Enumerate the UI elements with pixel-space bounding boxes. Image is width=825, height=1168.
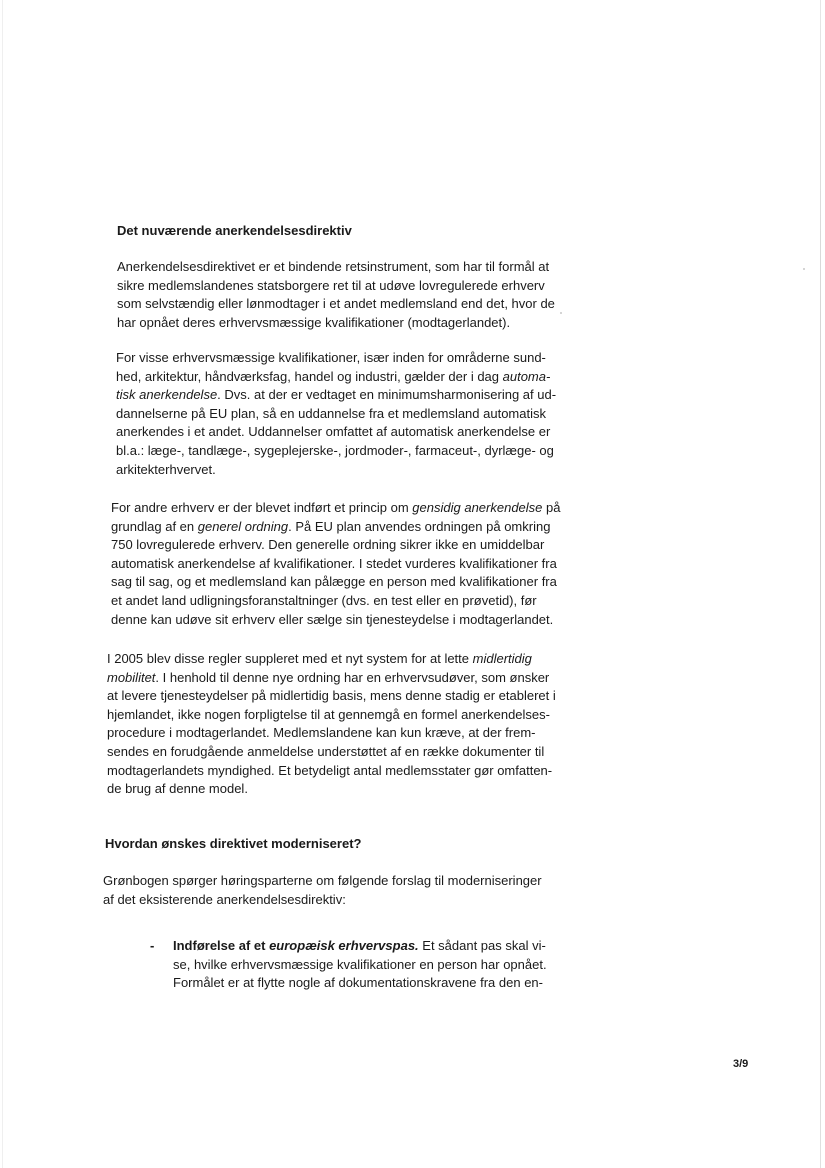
paragraph-1: [117, 258, 555, 332]
text-line: For visse erhvervsmæssige kvalifikationer, især inden for områderne sund-: [116, 350, 546, 365]
text-run: . Dvs. at der er vedtaget en minimumsharmonisering af ud-: [217, 387, 557, 403]
text-line: sendes en forudgående anmeldelse understøttet af en række dokumenter til: [107, 743, 545, 759]
page-number: 3/9: [733, 1058, 749, 1070]
text-line: 750 lovregulerede erhverv. Den generelle ordning sikrer ikke en umiddelbar: [111, 537, 545, 553]
section-heading-modernisation: Hvordan ønskes direktivet moderniseret?: [105, 836, 362, 851]
text-line: Anerkendelsesdirektivet er et bindende retsinstrument, som har til formål at: [117, 259, 550, 274]
text-line: de brug af denne model.: [107, 781, 248, 797]
bold-italic-text: europæisk erhvervspas.: [269, 938, 419, 953]
text-line: modtagerlandets myndighed. Et betydeligt antal medlemsstater gør omfatten-: [107, 762, 553, 778]
text-run: grundlag af en: [111, 518, 198, 534]
italic-term: gensidig anerkendelse: [412, 500, 543, 515]
text-run: Et sådant pas skal vi-: [418, 938, 546, 953]
scan-edge-left: [2, 0, 3, 1168]
text-line: Formålet er at flytte nogle af dokumentationskravene fra den en-: [173, 975, 543, 991]
bold-term: Indførelse af et: [173, 938, 270, 953]
text-line: [107, 650, 556, 669]
text-line: [116, 368, 556, 387]
italic-term: midlertidig: [472, 651, 532, 666]
paragraph-5: [103, 872, 542, 909]
text-line: arkitekterhvervet.: [116, 461, 216, 477]
text-line: [111, 499, 560, 518]
text-line: anerkendes i et andet. Uddannelser omfattet af automatisk anerkendelse er: [116, 424, 551, 440]
text-line: bl.a.: læge-, tandlæge-, sygeplejerske-, jordmoder-, farmaceut-, dyrlæge- og: [116, 442, 554, 458]
text-line: Grønbogen spørger høringsparterne om følgende forslag til moderniseringer: [103, 873, 542, 888]
text-line: sag til sag, og et medlemsland kan pålægge en person med kvalifikationer fra: [111, 574, 557, 590]
text-line: automatisk anerkendelse af kvalifikationer. I stedet vurderes kvalifikationer fra: [111, 555, 557, 571]
text-line: har opnået deres erhvervsmæssige kvalifikationer (modtagerlandet).: [117, 314, 511, 330]
italic-term: mobilitet: [107, 669, 156, 685]
italic-term: generel ordning: [197, 518, 289, 534]
scan-speck: [560, 312, 562, 314]
text-run: . I henhold til denne nye ordning har en erhvervsudøver, som ønsker: [155, 669, 550, 685]
text-line: [107, 669, 556, 688]
text-line: sikre medlemslandenes statsborgere ret til at udøve lovregulerede erhverv: [117, 277, 545, 293]
italic-term: automa-: [502, 368, 551, 384]
text-line: som selvstændig eller lønmodtager i et andet medlemsland end det, hvor de: [117, 296, 555, 312]
paragraph-4: [107, 650, 556, 799]
bold-italic-term: [269, 938, 419, 953]
text-run: For andre erhverv er der blevet indført et princip om: [111, 500, 413, 515]
paragraph-2: [116, 349, 556, 479]
text-line: [111, 518, 560, 537]
section-heading-current-directive: Det nuværende anerkendelsesdirektiv: [117, 223, 352, 238]
text-run: . På EU plan anvendes ordningen på omkring: [288, 518, 551, 534]
text-line: et andet land udligningsforanstaltninger (dvs. en test eller en prøvetid), før: [111, 592, 537, 608]
text-line: se, hvilke erhvervsmæssige kvalifikationer en person har opnået.: [173, 956, 547, 972]
bullet-item-erhvervspas: [173, 937, 547, 993]
text-run: I 2005 blev disse regler suppleret med et nyt system for at lette: [107, 651, 473, 666]
text-line: dannelserne på EU plan, så en uddannelse fra et medlemsland automatisk: [116, 405, 546, 421]
paragraph-3: [111, 499, 560, 629]
scan-speck: [803, 268, 805, 270]
text-line: denne kan udøve sit erhverv eller sælge sin tjenesteydelse i modtagerlandet.: [111, 611, 554, 627]
text-line: [173, 937, 547, 956]
italic-term: tisk anerkendelse: [116, 387, 218, 403]
bullet-dash: -: [150, 938, 155, 953]
text-line: [116, 386, 556, 405]
text-run: hed, arkitektur, håndværksfag, handel og industri, gælder der i dag: [116, 368, 503, 384]
text-line: hjemlandet, ikke nogen forpligtelse til at gennemgå en formel anerkendelses-: [107, 706, 550, 722]
text-line: at levere tjenesteydelser på midlertidig basis, mens denne stadig er etableret i: [107, 688, 556, 704]
scan-edge-right: [820, 0, 821, 1168]
text-line: af det eksisterende anerkendelsesdirektiv:: [103, 891, 346, 907]
text-line: procedure i modtagerlandet. Medlemslandene kan kun kræve, at der frem-: [107, 725, 536, 741]
text-run: på: [542, 500, 561, 515]
